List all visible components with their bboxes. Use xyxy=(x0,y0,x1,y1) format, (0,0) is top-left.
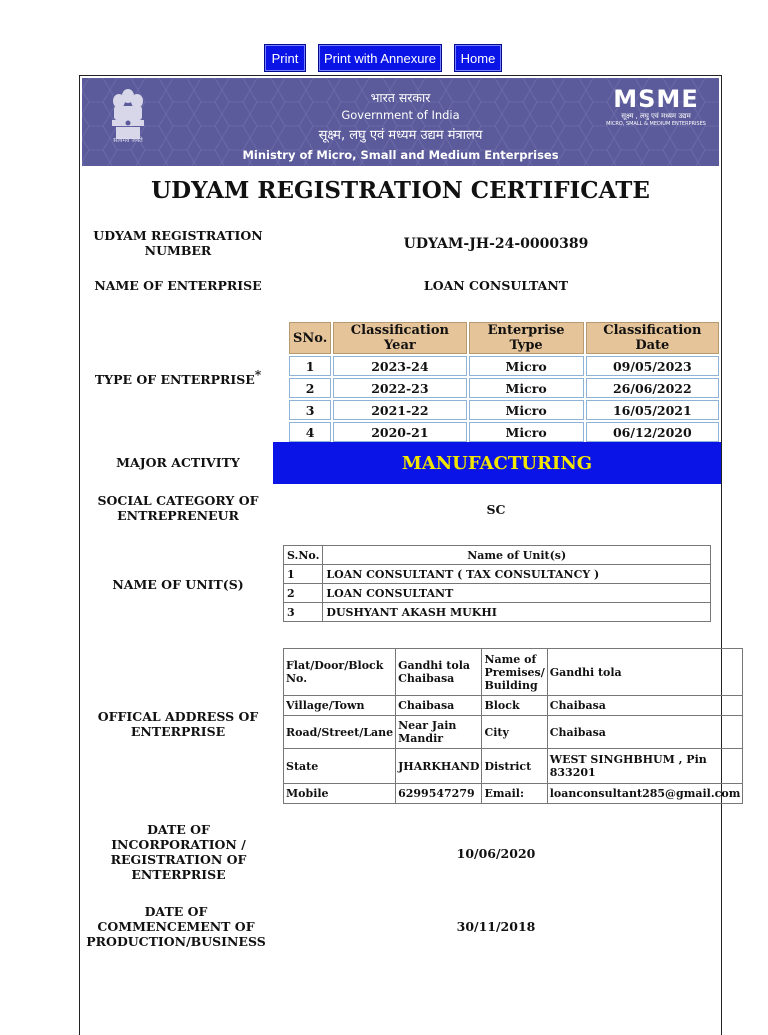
classification-header-row xyxy=(289,322,719,354)
enterprise-type-label-text: TYPE OF ENTERPRISE xyxy=(94,372,255,388)
table-row xyxy=(284,716,743,749)
table-cell: 2021-22 xyxy=(333,400,466,420)
table-row xyxy=(289,400,719,420)
table-cell: 06/12/2020 xyxy=(586,422,719,442)
table-cell: 6299547279 xyxy=(396,784,482,804)
table-cell: Flat/Door/Block No. xyxy=(284,649,396,696)
table-cell: 2 xyxy=(284,584,323,603)
table-cell: Block xyxy=(482,696,547,716)
incorporation-date-value: 10/06/2020 xyxy=(456,846,536,861)
table-cell: 2020-21 xyxy=(333,422,466,442)
table-cell: JHARKHAND xyxy=(396,749,482,784)
required-asterisk: * xyxy=(254,368,262,382)
social-category-label: SOCIAL CATEGORY OF ENTREPRENEUR xyxy=(97,493,259,523)
registration-number-value: UDYAM-JH-24-0000389 xyxy=(403,236,589,252)
address-label: OFFICAL ADDRESS OF ENTERPRISE xyxy=(97,709,259,739)
certificate-title: UDYAM REGISTRATION CERTIFICATE xyxy=(151,177,650,204)
table-cell: Road/Street/Lane xyxy=(284,716,396,749)
table-cell: 2 xyxy=(289,378,331,398)
major-activity-label: MAJOR ACTIVITY xyxy=(116,455,240,470)
table-cell: Email: xyxy=(482,784,547,804)
enterprise-type-label xyxy=(80,368,276,387)
table-cell: 16/05/2021 xyxy=(586,400,719,420)
table-cell: Micro xyxy=(469,400,584,420)
table-cell: 4 xyxy=(289,422,331,442)
table-cell: Micro xyxy=(469,356,584,376)
column-header: Classification Date xyxy=(586,322,719,354)
table-cell: Micro xyxy=(469,378,584,398)
column-header: Enterprise Type xyxy=(469,322,584,354)
table-cell: District xyxy=(482,749,547,784)
table-row xyxy=(284,603,711,622)
table-row xyxy=(284,565,711,584)
table-cell: Chaibasa xyxy=(396,696,482,716)
table-row xyxy=(284,749,743,784)
ministry-text: Ministry of Micro, Small and Medium Enterprises xyxy=(242,148,559,162)
table-cell: WEST SINGHBHUM , Pin 833201 xyxy=(547,749,743,784)
commencement-date-label: DATE OF COMMENCEMENT OF PRODUCTION/BUSINESS xyxy=(86,904,266,949)
ministry-banner xyxy=(82,78,719,166)
table-cell: 09/05/2023 xyxy=(586,356,719,376)
registration-number-label: UDYAM REGISTRATION NUMBER xyxy=(93,228,263,258)
column-header: Classification Year xyxy=(333,322,466,354)
incorporation-date-label: DATE OF INCORPORATION / REGISTRATION OF ENTERPRISE xyxy=(110,822,247,882)
table-cell: 1 xyxy=(284,565,323,584)
units-header-row xyxy=(284,546,711,565)
print-with-annexure-button[interactable]: Print with Annexure xyxy=(318,44,442,72)
table-cell: 2022-23 xyxy=(333,378,466,398)
table-cell: Gandhi tola xyxy=(547,649,743,696)
address-table xyxy=(283,648,743,804)
table-cell: LOAN CONSULTANT ( TAX CONSULTANCY ) xyxy=(323,565,711,584)
home-button[interactable]: Home xyxy=(454,44,502,72)
msme-logo xyxy=(606,85,706,127)
major-activity-value: MANUFACTURING xyxy=(273,442,721,484)
table-row xyxy=(284,649,743,696)
classification-table xyxy=(287,320,721,444)
government-text: Government of India xyxy=(341,108,460,122)
print-button[interactable]: Print xyxy=(264,44,306,72)
table-cell: 3 xyxy=(284,603,323,622)
msme-logo-hindi: सूक्ष्म , लघु एवं मध्यम उद्यम xyxy=(621,112,691,120)
units-label: NAME OF UNIT(S) xyxy=(112,577,244,592)
table-cell: Near Jain Mandir xyxy=(396,716,482,749)
table-cell: Mobile xyxy=(284,784,396,804)
certificate xyxy=(79,75,741,1035)
column-header: Name of Unit(s) xyxy=(323,546,711,565)
table-cell: Chaibasa xyxy=(547,696,743,716)
table-cell: LOAN CONSULTANT xyxy=(323,584,711,603)
emblem-caption: सत्यमेव जयते xyxy=(113,137,143,144)
table-cell: DUSHYANT AKASH MUKHI xyxy=(323,603,711,622)
enterprise-name-label: NAME OF ENTERPRISE xyxy=(94,278,262,293)
table-cell: City xyxy=(482,716,547,749)
units-table xyxy=(283,545,711,622)
column-header: S.No. xyxy=(284,546,323,565)
table-cell: 26/06/2022 xyxy=(586,378,719,398)
enterprise-name-value: LOAN CONSULTANT xyxy=(423,278,569,293)
table-row xyxy=(284,696,743,716)
column-header: SNo. xyxy=(289,322,331,354)
table-cell: 2023-24 xyxy=(333,356,466,376)
table-cell: Micro xyxy=(469,422,584,442)
table-cell: 3 xyxy=(289,400,331,420)
table-cell: 1 xyxy=(289,356,331,376)
table-cell: loanconsultant285@gmail.com xyxy=(547,784,743,804)
table-row xyxy=(284,784,743,804)
table-row xyxy=(289,422,719,442)
hindi-government-text: भारत सरकार xyxy=(370,90,431,105)
table-row xyxy=(289,356,719,376)
table-cell: Chaibasa xyxy=(547,716,743,749)
table-row xyxy=(289,378,719,398)
table-cell: Name of Premises/ Building xyxy=(482,649,547,696)
hindi-ministry-text: सूक्ष्म, लघु एवं मध्यम उद्यम मंत्रालय xyxy=(318,128,483,143)
table-cell: State xyxy=(284,749,396,784)
table-cell: Gandhi tola Chaibasa xyxy=(396,649,482,696)
msme-logo-english: MICRO, SMALL & MEDIUM ENTERPRISES xyxy=(606,121,706,127)
table-row xyxy=(284,584,711,603)
social-category-value: SC xyxy=(486,502,506,517)
commencement-date-value: 30/11/2018 xyxy=(456,919,536,934)
table-cell: Village/Town xyxy=(284,696,396,716)
msme-logo-text: MSME xyxy=(613,85,699,113)
